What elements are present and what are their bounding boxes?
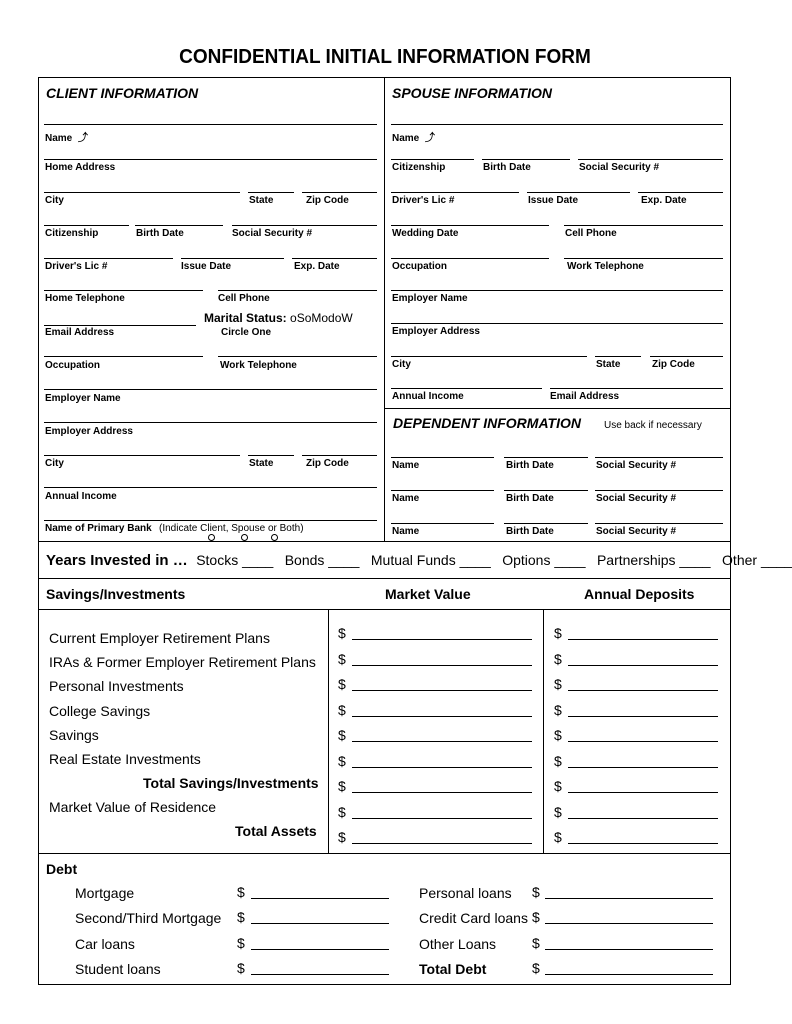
spouse-city-line[interactable] [391, 356, 587, 357]
savings-row-label: IRAs & Former Employer Retirement Plans [49, 654, 316, 670]
spouse-state-label: State [596, 359, 621, 370]
dep2-ssn-line[interactable] [595, 490, 723, 491]
client-zip-line[interactable] [302, 192, 377, 193]
total-savings-label: Total Savings/Investments [143, 775, 319, 791]
client-income-label: Annual Income [45, 491, 117, 502]
market-value-field[interactable] [352, 690, 532, 691]
client-zip2-line[interactable] [302, 455, 377, 456]
debt-student-loans-field[interactable] [251, 974, 389, 975]
spouse-citizenship-line[interactable] [391, 159, 474, 160]
currency-symbol: $ [237, 935, 245, 951]
debt-total-field[interactable] [545, 974, 713, 975]
dep3-ssn-line[interactable] [595, 523, 723, 524]
market-value-field[interactable] [352, 767, 532, 768]
client-exp-line[interactable] [292, 258, 377, 259]
spouse-email-line[interactable] [550, 388, 723, 389]
spouse-empaddr-line[interactable] [391, 323, 723, 324]
invested-partnerships[interactable]: Partnerships ____ [596, 552, 711, 568]
total-assets-label: Total Assets [235, 823, 317, 839]
spouse-worktel-label: Work Telephone [567, 261, 644, 272]
dep3-name-label: Name [392, 526, 420, 537]
client-hometel-line[interactable] [44, 290, 203, 291]
spouse-birthdate-label: Birth Date [483, 162, 531, 173]
column-divider [384, 77, 385, 541]
dep3-birth-line[interactable] [504, 523, 588, 524]
currency-symbol: $ [338, 702, 346, 718]
savings-col-divider-1 [328, 609, 329, 853]
client-name-label: Name ⤴ [45, 133, 88, 144]
dep1-name-line[interactable] [391, 457, 494, 458]
currency-symbol: $ [554, 651, 562, 667]
currency-symbol: $ [338, 804, 346, 820]
dep1-ssn-label: Social Security # [596, 460, 677, 471]
market-value-field[interactable] [352, 741, 532, 742]
client-bank-label: Name of Primary Bank [45, 523, 152, 534]
debt-car-loans-label: Car loans [75, 936, 135, 952]
market-value-field[interactable] [352, 716, 532, 717]
dep3-birth-label: Birth Date [506, 526, 554, 537]
debt-other-loans-field[interactable] [545, 949, 713, 950]
debt-student-loans-label: Student loans [75, 961, 161, 977]
dep3-name-line[interactable] [391, 523, 494, 524]
invested-mutual-funds[interactable]: Mutual Funds ____ [370, 552, 491, 568]
dependent-divider [384, 408, 731, 409]
savings-row-label: Current Employer Retirement Plans [49, 630, 270, 646]
savings-row-label: Savings [49, 727, 99, 743]
spouse-lic-line[interactable] [391, 192, 519, 193]
dep2-ssn-label: Social Security # [596, 493, 677, 504]
savings-heading: Savings/Investments [46, 586, 186, 602]
bank-client-radio[interactable] [208, 534, 215, 541]
debt-credit-card-field[interactable] [545, 923, 713, 924]
debt-mortgage-label: Mortgage [75, 885, 135, 901]
spouse-name-line[interactable] [391, 124, 723, 125]
annual-deposit-field[interactable] [568, 665, 718, 666]
dep1-birth-label: Birth Date [506, 460, 554, 471]
debt-personal-loans-field[interactable] [545, 898, 713, 899]
residence-label: Market Value of Residence [49, 799, 217, 815]
currency-symbol: $ [554, 829, 562, 845]
currency-symbol: $ [338, 625, 346, 641]
market-value-heading: Market Value [385, 586, 471, 602]
dep2-birth-label: Birth Date [506, 493, 554, 504]
spouse-income-label: Annual Income [392, 391, 464, 402]
client-state-label: State [249, 195, 274, 206]
dependent-note: Use back if necessary [604, 420, 702, 431]
currency-symbol: $ [338, 676, 346, 692]
currency-symbol: $ [554, 804, 562, 820]
annual-deposit-field[interactable] [568, 741, 718, 742]
spouse-lic-label: Driver's Lic # [392, 195, 455, 206]
client-cell-label: Cell Phone [218, 293, 270, 304]
currency-symbol: $ [554, 625, 562, 641]
invested-bonds[interactable]: Bonds ____ [284, 552, 360, 568]
savings-row-label: Real Estate Investments [49, 751, 201, 767]
client-bank-line[interactable] [44, 520, 377, 521]
currency-symbol: $ [532, 935, 540, 951]
currency-symbol: $ [338, 778, 346, 794]
dep3-ssn-label: Social Security # [596, 526, 677, 537]
client-employer-line[interactable] [44, 389, 377, 390]
client-city-line[interactable] [44, 192, 240, 193]
client-zip-label: Zip Code [306, 195, 349, 206]
client-lic-label: Driver's Lic # [45, 261, 108, 272]
invested-stocks[interactable]: Stocks ____ [196, 552, 274, 568]
client-state2-label: State [249, 458, 274, 469]
spouse-name-label: Name ⤴ [392, 133, 435, 144]
debt-heading: Debt [46, 861, 78, 877]
market-value-field[interactable] [352, 792, 532, 793]
dep1-ssn-line[interactable] [595, 457, 723, 458]
annual-deposit-field[interactable] [568, 716, 718, 717]
debt-car-loans-field[interactable] [251, 949, 389, 950]
client-income-line[interactable] [44, 487, 377, 488]
spouse-empaddr-label: Employer Address [392, 326, 480, 337]
spouse-cell-label: Cell Phone [565, 228, 617, 239]
market-value-field[interactable] [352, 665, 532, 666]
currency-symbol: $ [237, 960, 245, 976]
spouse-occupation-line[interactable] [391, 258, 549, 259]
market-value-field[interactable] [352, 818, 532, 819]
spouse-email-label: Email Address [550, 391, 620, 402]
debt-divider [38, 853, 731, 854]
client-birthdate-label: Birth Date [136, 228, 184, 239]
currency-symbol: $ [554, 753, 562, 769]
client-hometel-label: Home Telephone [45, 293, 125, 304]
spouse-birthdate-line[interactable] [482, 159, 570, 160]
spouse-ssn-label: Social Security # [579, 162, 660, 173]
client-state-line[interactable] [248, 192, 294, 193]
client-issue-line[interactable] [181, 258, 284, 259]
invested-options[interactable]: Options ____ [502, 552, 586, 568]
client-address-label: Home Address [45, 162, 116, 173]
currency-symbol: $ [338, 829, 346, 845]
spouse-exp-label: Exp. Date [641, 195, 687, 206]
client-empaddr-line[interactable] [44, 422, 377, 423]
client-city-label: City [45, 195, 64, 206]
spouse-income-line[interactable] [391, 388, 542, 389]
savings-header-divider [38, 609, 731, 610]
client-zip2-label: Zip Code [306, 458, 349, 469]
client-citizenship-line[interactable] [44, 225, 129, 226]
annual-deposit-field[interactable] [568, 843, 718, 844]
debt-mortgage-field[interactable] [251, 898, 389, 899]
form-title: CONFIDENTIAL INITIAL INFORMATION FORM [179, 46, 591, 68]
spouse-wedding-line[interactable] [391, 225, 549, 226]
spouse-employer-label: Employer Name [392, 293, 468, 304]
spouse-occupation-label: Occupation [392, 261, 448, 272]
savings-row-label: College Savings [49, 703, 151, 719]
dependent-heading: DEPENDENT INFORMATION [393, 415, 581, 431]
bank-spouse-radio[interactable] [241, 534, 248, 541]
spouse-employer-line[interactable] [391, 290, 723, 291]
client-city2-label: City [45, 458, 64, 469]
market-value-field[interactable] [352, 843, 532, 844]
client-state2-line[interactable] [248, 455, 294, 456]
market-value-field[interactable] [352, 639, 532, 640]
spouse-worktel-line[interactable] [564, 258, 723, 259]
spouse-state-line[interactable] [595, 356, 641, 357]
currency-symbol: $ [338, 753, 346, 769]
spouse-zip-line[interactable] [650, 356, 723, 357]
debt-other-loans-label: Other Loans [419, 936, 497, 952]
debt-personal-loans-label: Personal loans [419, 885, 512, 901]
dep2-birth-line[interactable] [504, 490, 588, 491]
invested-other[interactable]: Other ____ [722, 552, 792, 568]
annual-deposit-field[interactable] [568, 818, 718, 819]
client-occupation-label: Occupation [45, 360, 101, 371]
spouse-wedding-label: Wedding Date [392, 228, 459, 239]
client-lic-line[interactable] [44, 258, 173, 259]
client-exp-label: Exp. Date [294, 261, 340, 272]
annual-deposit-field[interactable] [568, 639, 718, 640]
spouse-issue-label: Issue Date [528, 195, 579, 206]
currency-symbol: $ [532, 909, 540, 925]
currency-symbol: $ [554, 702, 562, 718]
marital-status[interactable] [204, 311, 353, 325]
spouse-zip-label: Zip Code [652, 359, 695, 370]
dep1-birth-line[interactable] [504, 457, 588, 458]
currency-symbol: $ [237, 909, 245, 925]
currency-symbol: $ [554, 727, 562, 743]
marital-options[interactable]: oSoModoW [290, 311, 353, 325]
marital-status-label: Marital Status: [204, 311, 287, 325]
client-worktel-line[interactable] [218, 356, 377, 357]
spouse-city-label: City [392, 359, 411, 370]
client-ssn-label: Social Security # [232, 228, 313, 239]
spouse-exp-line[interactable] [638, 192, 723, 193]
spouse-citizenship-label: Citizenship [392, 162, 446, 173]
annual-deposits-heading: Annual Deposits [584, 586, 695, 602]
circle-one-label: Circle One [221, 327, 272, 338]
years-invested-row [46, 552, 792, 570]
client-worktel-label: Work Telephone [220, 360, 297, 371]
dep1-name-label: Name [392, 460, 420, 471]
currency-symbol: $ [532, 960, 540, 976]
currency-symbol: $ [532, 884, 540, 900]
client-email-line[interactable] [44, 325, 196, 326]
debt-second-mortgage-label: Second/Third Mortgage [75, 910, 222, 926]
client-heading: CLIENT INFORMATION [46, 85, 199, 101]
client-city2-line[interactable] [44, 455, 240, 456]
invested-divider [38, 541, 731, 542]
annual-deposit-field[interactable] [568, 690, 718, 691]
bank-both-radio[interactable] [271, 534, 278, 541]
client-address-line[interactable] [44, 159, 377, 160]
client-name-mark-icon: ⤴ [77, 133, 88, 144]
currency-symbol: $ [338, 651, 346, 667]
spouse-ssn-line[interactable] [578, 159, 723, 160]
annual-deposit-field[interactable] [568, 767, 718, 768]
client-citizenship-label: Citizenship [45, 228, 99, 239]
spouse-heading: SPOUSE INFORMATION [392, 85, 552, 101]
savings-col-divider-2 [543, 609, 544, 853]
client-issue-label: Issue Date [181, 261, 232, 272]
total-debt-label: Total Debt [419, 961, 487, 977]
client-email-label: Email Address [45, 327, 115, 338]
savings-top-divider [38, 578, 731, 579]
client-name-line[interactable] [44, 124, 377, 125]
annual-deposit-field[interactable] [568, 792, 718, 793]
client-birthdate-line[interactable] [135, 225, 223, 226]
client-occupation-line[interactable] [44, 356, 203, 357]
years-invested-label: Years Invested in … [46, 552, 188, 569]
debt-second-mortgage-field[interactable] [251, 923, 389, 924]
spouse-name-mark-icon: ⤴ [424, 133, 435, 144]
client-ssn-line[interactable] [232, 225, 377, 226]
spouse-cell-line[interactable] [564, 225, 723, 226]
dep2-name-line[interactable] [391, 490, 494, 491]
currency-symbol: $ [554, 676, 562, 692]
client-empaddr-label: Employer Address [45, 426, 133, 437]
savings-row-label: Personal Investments [49, 678, 184, 694]
dep2-name-label: Name [392, 493, 420, 504]
debt-credit-card-label: Credit Card loans [419, 910, 528, 926]
currency-symbol: $ [554, 778, 562, 794]
client-employer-label: Employer Name [45, 393, 121, 404]
currency-symbol: $ [338, 727, 346, 743]
spouse-issue-line[interactable] [527, 192, 630, 193]
client-cell-line[interactable] [218, 290, 377, 291]
client-bank-note: (Indicate Client, Spouse or Both) [159, 523, 304, 534]
currency-symbol: $ [237, 884, 245, 900]
